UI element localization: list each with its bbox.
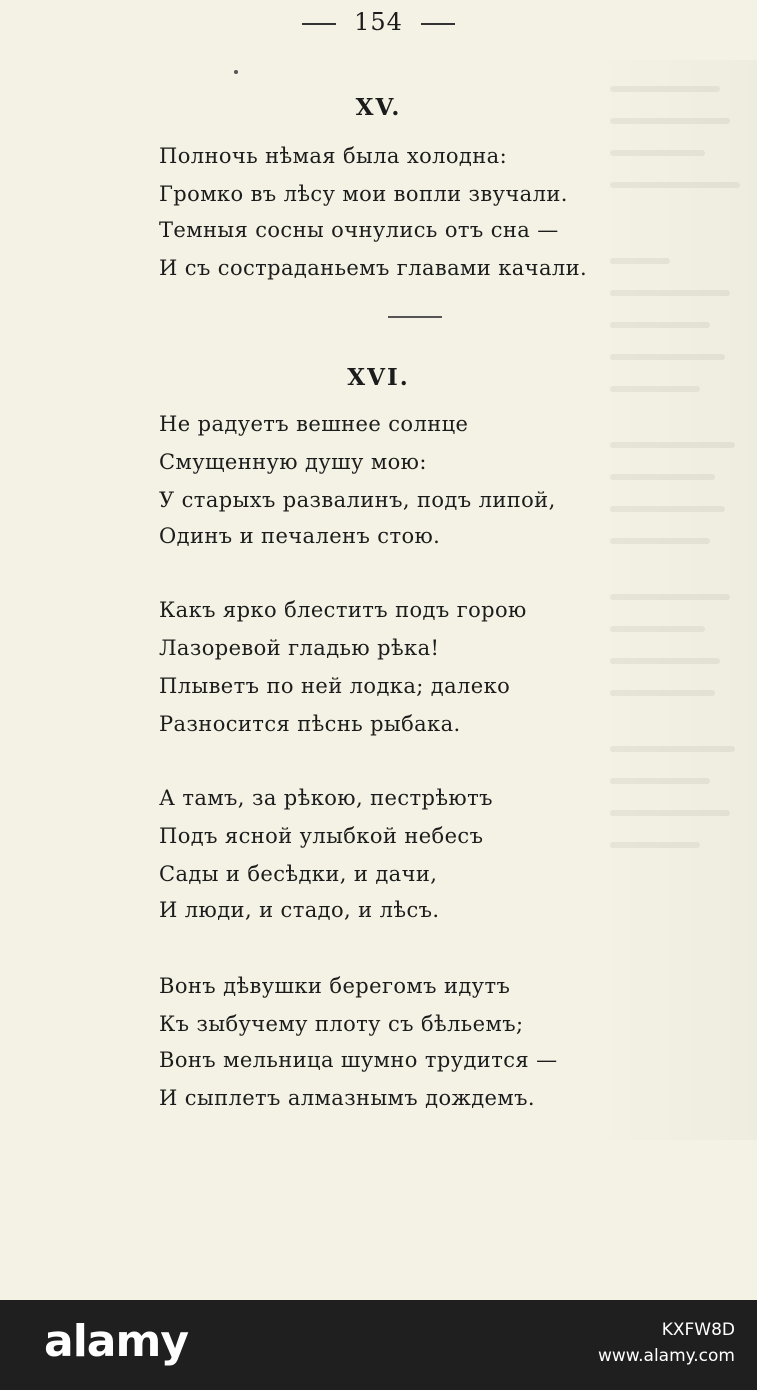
poem-line: У старыхъ развалинъ, подъ липой,: [159, 488, 556, 512]
dash-left: [302, 23, 336, 25]
poem-line: Сады и бесѣдки, и дачи,: [159, 862, 438, 886]
poem-line: Подъ ясной улыбкой небесъ: [159, 824, 484, 848]
poem-line: Какъ ярко блеститъ подъ горою: [159, 598, 527, 622]
section-divider: [388, 316, 442, 318]
section-heading-xvi: XVI.: [347, 364, 410, 391]
poem-line: Полночь нѣмая была холодна:: [159, 144, 508, 168]
poem-line: Вонъ дѣвушки берегомъ идутъ: [159, 974, 511, 998]
poem-line: Лазоревой гладью рѣка!: [159, 636, 440, 660]
section-heading-xv: XV.: [355, 94, 402, 121]
poem-line: А тамъ, за рѣкою, пестрѣютъ: [159, 786, 493, 810]
poem-line: Плыветъ по ней лодка; далеко: [159, 674, 511, 698]
bleed-through-text: [590, 60, 757, 1140]
page-number-value: 154: [354, 8, 403, 36]
ink-speck: [234, 70, 238, 74]
poem-line: Разносится пѣснь рыбака.: [159, 712, 461, 736]
alamy-logo: alamy: [44, 1316, 188, 1367]
page-number: [0, 8, 757, 36]
dash-right: [421, 23, 455, 25]
poem-line: И люди, и стадо, и лѣсъ.: [159, 898, 440, 922]
poem-line: Темныя сосны очнулись отъ сна —: [159, 218, 559, 242]
poem-line: И съ состраданьемъ главами качали.: [159, 256, 588, 280]
image-code: KXFW8D: [661, 1320, 735, 1340]
poem-line: Одинъ и печаленъ стою.: [159, 524, 441, 548]
poem-line: Не радуетъ вешнее солнце: [159, 412, 469, 436]
site-url: www.alamy.com: [597, 1346, 735, 1366]
poem-line: И сыплетъ алмазнымъ дождемъ.: [159, 1086, 535, 1110]
poem-line: Громко въ лѣсу мои вопли звучали.: [159, 182, 568, 206]
poem-line: Вонъ мельница шумно трудится —: [159, 1048, 558, 1072]
poem-line: Къ зыбучему плоту съ бѣльемъ;: [159, 1012, 524, 1036]
poem-line: Смущенную душу мою:: [159, 450, 427, 474]
